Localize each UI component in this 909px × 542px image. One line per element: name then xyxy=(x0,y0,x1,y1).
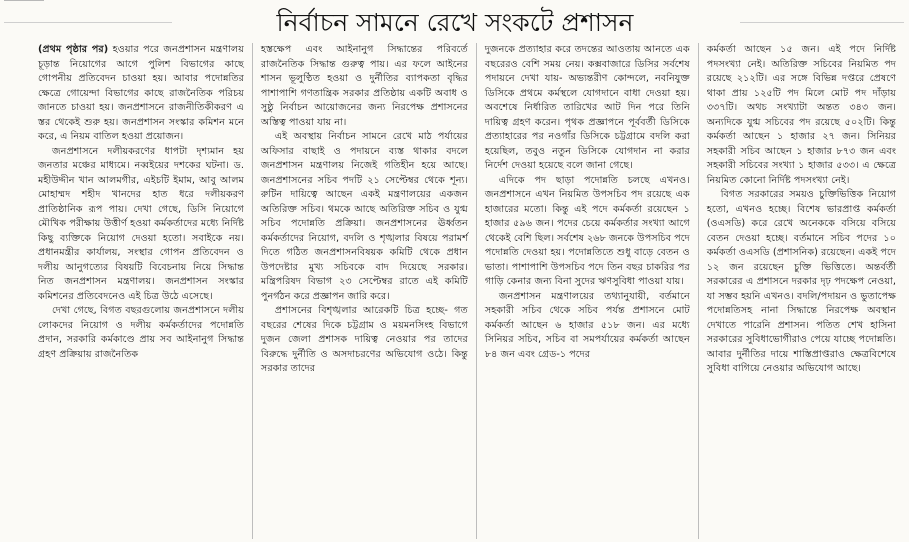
paragraph: এই অবস্থায় নির্বাচন সামনে রেখে মাঠ পর্যায়ের অফিসার বাছাই ও পদায়নে ব্যস্ত থাকার বদলে জনপ্রশাসন মন্ত্রণালয় নিজেই গতিহীন হয়ে আছে। জনপ্রশাসনের সচিব পদটি ২১ সেপ্টেম্বর থেকে শূন্য। রুটিন দায়িত্বে আছেন একই মন্ত্রণালয়ের একজন অতিরিক্ত সচিব। থমকে আছে অতিরিক্ত সচিব ও যুগ্ম সচিব পদোন্নতি প্রক্রিয়া। জনপ্রশাসনের ঊর্ধ্বতন কর্মকর্তাদের নিয়োগ, বদলি ও শৃঙ্খলার বিষয়ে পরামর্শ দিতে গঠিত জনপ্রশাসনবিষয়ক কমিটি থেকে প্রধান উপদেষ্টার মুখ্য সচিবকে বাদ দিয়েছে সরকার। মন্ত্রিপরিষদ বিভাগ ২৩ সেপ্টেম্বর রাতে এই কমিটি পুনর্গঠন করে প্রজ্ঞাপন জারি করে। xyxy=(260,131,468,302)
page-corner-mark xyxy=(4,0,44,7)
paragraph-text: হওয়ার পরে জনপ্রশাসন মন্ত্রণালয় চূড়ান্ত নিয়োগের আগে পুলিশ বিভাগের কাছে গোপনীয় প্রতিবেদন চাওয়া হয়। আবার পদোন্নতির ক্ষেত্রে গোয়েন্দা বিভাগের কাছে রাজনৈতিক পরিচয় জানতে চাওয়া হয়। জনপ্রশাসনে রাজনীতিকীকরণ এ স্তর থেকেই শুরু হয়। জনপ্রশাসন সংস্কার কমিশন মনে করে, এ নিয়ম বাতিল হওয়া প্রয়োজন। xyxy=(38,44,244,142)
paragraph: হস্তক্ষেপ এবং আইনানুগ সিদ্ধান্তের পরিবর্তে রাজনৈতিক সিদ্ধান্ত গুরুত্ব পায়। এর ফলে আইনের শাসন ভূলুণ্ঠিত হওয়া ও দুর্নীতির ব্যাপকতা বৃদ্ধির পাশাপাশি গণতান্ত্রিক সরকার প্রতিষ্ঠায় একটি অবাধ ও সুষ্ঠু নির্বাচন আয়োজনের জন্য নিরপেক্ষ প্রশাসনের অস্তিত্ব পাওয়া যায় না। xyxy=(260,44,468,128)
continuation-label: (প্রথম পৃষ্ঠার পর) xyxy=(38,44,109,55)
paragraph: দুজনকে প্রত্যাহার করে তদন্তের আওতায় আনতে এক বছরেরও বেশি সময় নেয়। কক্সবাজারে ডিসির সর্বশেষ পদায়নে দেখা যায়- অভ্যন্তরীণ কোন্দলে, নবনিযুক্ত ডিসিকে প্রথমে কর্মস্থলে যোগদানে বাধা দেওয়া হয়। অবশেষে নির্ধারিত তারিখের আট দিন পরে তিনি দায়িত্ব গ্রহণ করেন। পৃথক প্রজ্ঞাপনে পূর্ববর্তী ডিসিকে প্রত্যাহারের পর নওগাঁর ডিসিকে চট্টগ্রামে বদলি করা হয়েছিল, তবুও নতুন ডিসিকে যোগদান না করার নির্দেশ দেওয়া হয়েছে বলে জানা গেছে। xyxy=(484,44,690,171)
article-body xyxy=(34,43,904,539)
paragraph: জনপ্রশাসনে দলীয়করণের ধাপটা দৃশ্যমান হয় জনতার মঞ্চের মাধ্যমে। নব্বইয়ের দশকের ঘটনা। ড. মহীউদ্দীন খান আলমগীর, এইচটি ইমাম, আবু আলম মোহাম্মদ শহীদ খানদের হাত ধরে দলীয়করণ প্রাতিষ্ঠানিক রূপ পায়। দেখা গেছে, ডিসি নিয়োগে মৌখিক পরীক্ষায় উত্তীর্ণ হওয়া কর্মকর্তাদের মধ্যে নির্দিষ্ট কিছু ব্যক্তিকে নিয়োগ দেওয়া হতো। সবাইকে নয়। প্রধানমন্ত্রীর কার্যালয়, সংস্থার গোপন প্রতিবেদন ও দলীয় আনুগত্যের বিষয়টি বিবেচনায় নিয়ে সিদ্ধান্ত নিত জনপ্রশাসন মন্ত্রণালয়। জনপ্রশাসন সংস্কার কমিশনের প্রতিবেদনেও এই চিত্র উঠে এসেছে। xyxy=(38,145,244,302)
paragraph xyxy=(38,43,244,145)
paragraph: দেখা গেছে, বিগত বছরগুলোয় জনপ্রশাসনে দলীয় লোকদের নিয়োগ ও দলীয় কর্মকর্তাদের পদোন্নতি প্রদান, সরকারি কর্মকাণ্ডে প্রায় সব আইনানুগ সিদ্ধান্ত গ্রহণ প্রক্রিয়ায় রাজনৈতিক xyxy=(38,305,244,360)
paragraph: প্রশাসনের বিশৃঙ্খলার আরেকটি চিত্র হচ্ছে- গত বছরের শেষের দিকে চট্টগ্রাম ও ময়মনসিংহ বিভাগে দুজন জেলা প্রশাসক দায়িত্ব নেওয়ার পর তাদের বিরুদ্ধে দুর্নীতি ও অসদাচরণের অভিযোগ ওঠে। কিন্তু সরকার তাদের xyxy=(260,305,468,374)
article-headline: নির্বাচন সামনে রেখে সংকটে প্রশাসন xyxy=(276,8,634,37)
column-4 xyxy=(698,43,904,539)
column-1 xyxy=(34,43,252,539)
paragraph: বিগত সরকারের সময়ও চুক্তিভিত্তিক নিয়োগ হতো, এখনও হচ্ছে। বিশেষ ভারপ্রাপ্ত কর্মকর্তা (ওএসডি) করে রেখে অনেককে বসিয়ে বসিয়ে বেতন দেওয়া হচ্ছে। বর্তমানে সচিব পদের ১০ কর্মকর্তা ওএসডি (প্রশাসনিক) রয়েছেন। একই পদে ১২ জন রয়েছেন চুক্তি ভিত্তিতে। অন্তর্বর্তী সরকারের এ প্রশাসনে দরকার দৃঢ় পদক্ষেপ নেওয়া, যা সম্ভব হয়নি এখনও। বদলি/পদায়ন ও ভুতাপেক্ষ পদোন্নতিসহ নানা সিদ্ধান্তে নিরপেক্ষ অবস্থান দেখাতে পারেনি প্রশাসন। পতিত শেখ হাসিনা সরকারের সুবিধাভোগীরাও পেয়ে যাচ্ছে পদোন্নতি। আবার দুর্নীতির দায়ে শাস্তিপ্রাপ্তরাও ক্ষেত্রবিশেষে সুবিধা বাগিয়ে নেওয়ার অভিযোগ আছে। xyxy=(706,189,896,374)
paragraph: এদিকে পদ ছাড়া পদোন্নতি চলছে এখনও। জনপ্রশাসনে এখন নিয়মিত উপসচিব পদ রয়েছে এক হাজারের মতো। কিন্তু এই পদে কর্মকর্তা রয়েছেন ১ হাজার ৫৯৬ জন। পদের চেয়ে কর্মকর্তার সংখ্যা আগে থেকেই বেশি ছিল। সর্বশেষ ২৬৮ জনকে উপসচিব পদে পদোন্নতি দেওয়া হয়। পদোন্নতিতে শুধু বাড়ে বেতন ও ভাতা। পাশাপাশি উপসচিব পদে তিন বছর চাকরির পর গাড়ি কেনার জন্য বিনা সুদের ঋণসুবিধা পাওয়া যায়। xyxy=(484,174,690,287)
column-3 xyxy=(476,43,698,539)
paragraph: কর্মকর্তা আছেন ১৫ জন। এই পদে নির্দিষ্ট পদসংখ্যা নেই। অতিরিক্ত সচিবের নিয়মিত পদ রয়েছে ২১২টি। এর সঙ্গে বিভিন্ন দপ্তরে প্রেষণে থাকা প্রায় ১২৫টি পদ মিলে মোট পদ দাঁড়ায় ৩৩৭টি। অথচ সংখ্যাটা অন্তত ৩৪৩ জন। অন্যদিকে যুগ্ম সচিবের পদ রয়েছে ৫০২টি। কিন্তু কর্মকর্তা আছেন ১ হাজার ২৭ জন। সিনিয়র সহকারী সচিব আছেন ১ হাজার ৮৭৩ জন এবং সহকারী সচিবের সংখ্যা ১ হাজার ৫৩৩। এ ক্ষেত্রে নিয়মিত কোনো নির্দিষ্ট পদসংখ্যা নেই। xyxy=(706,44,896,186)
column-2 xyxy=(252,43,476,539)
headline-rule-left xyxy=(4,22,172,23)
headline-rule-right xyxy=(740,22,904,23)
paragraph: জনপ্রশাসন মন্ত্রণালয়ের তথ্যানুযায়ী, বর্তমানে সহকারী সচিব থেকে সচিব পর্যন্ত প্রশাসনে মোট কর্মকর্তা আছেন ৬ হাজার ৫১৮ জন। এর মধ্যে সিনিয়র সচিব, সচিব বা সমপর্যায়ের কর্মকর্তা আছেন ৮৪ জন এবং গ্রেড-১ পদের xyxy=(484,290,690,360)
